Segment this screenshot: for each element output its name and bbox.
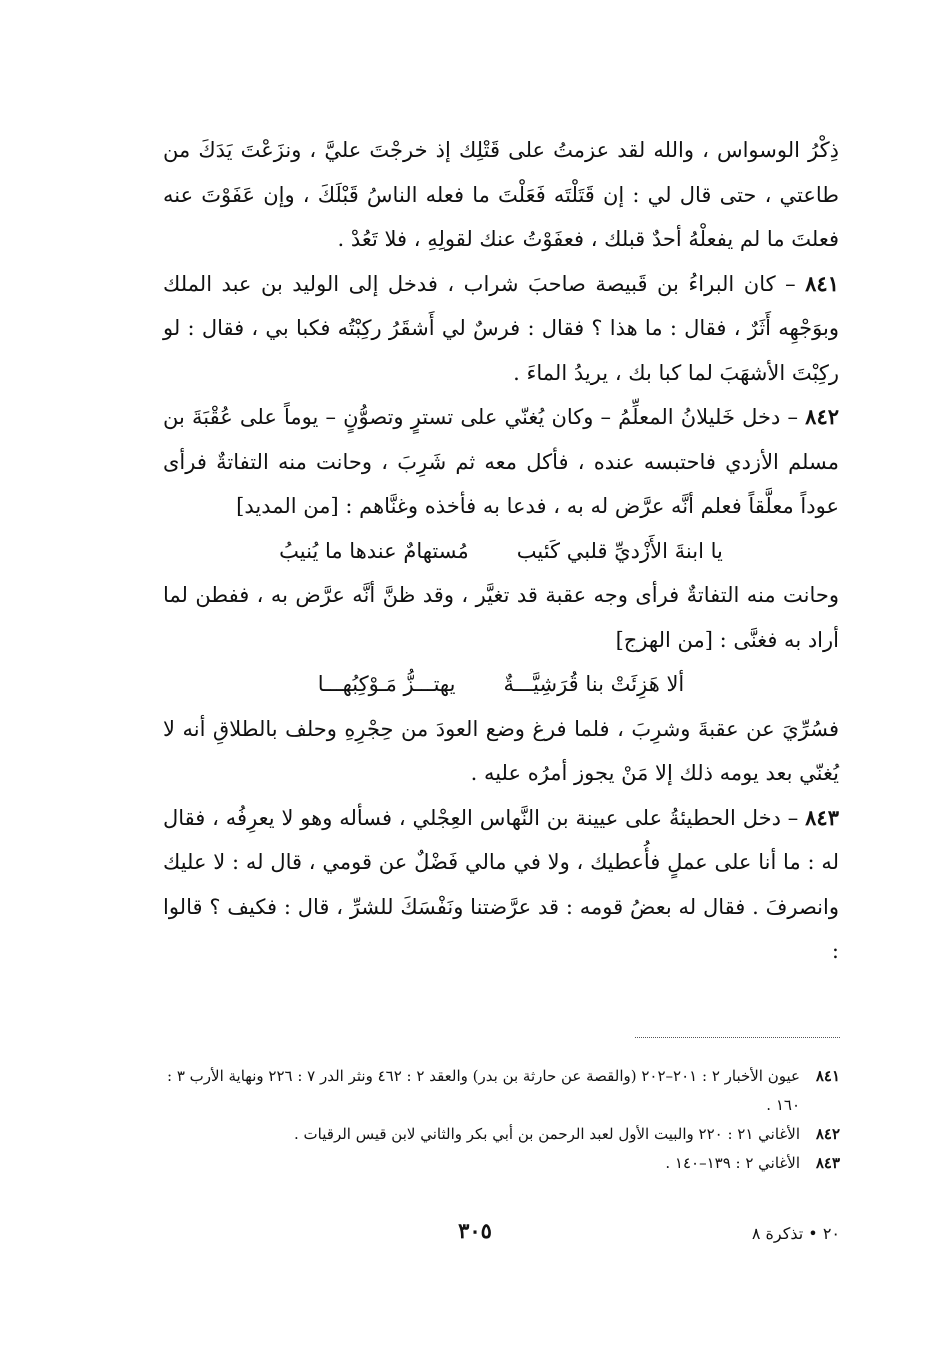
footnote-number: ٨٤٢ [815, 1125, 840, 1143]
footnote-number: ٨٤٣ [815, 1154, 840, 1172]
footnotes [160, 1062, 840, 1178]
footnote-item [160, 1149, 840, 1178]
entry-number: ٨٤٢ [805, 404, 840, 429]
entry-text: – دخل الحطيئةُ على عيينة بن النَّهاس العِجْلي ، فسأله وهو لا يعرِفُه ، فقال له : ما أنا على عملٍ فأُعطيك ، ولا في مالي فَضْلٌ عن قومي ، قال له : لا عليك وانصرفَ . فقال له بعضُ قومه : قد عرَّضتنا ونَفْسَكَ للشرِّ ، قال : فكيف ؟ قالوا : [163, 805, 839, 963]
verse-hemistich-first: ألا هَزِئَتْ بنا قُرَشِيَّـــةٌ [503, 672, 685, 696]
verse-hemistich-first: يا ابنةَ الأَزْديِّ قلبي كَئيب [516, 538, 723, 563]
verse-hemistich-second: مُستهامٌ عندها ما يُنيبُ [279, 538, 469, 563]
after-verse-paragraph: فسُرِّيَ عن عقبةَ وشرِبَ ، فلما فرغ وضع العودَ من حِجْرِهِ وحلف بالطلاقِ أنه لا يُغنّي بعد يومه ذلك إلا مَنْ يجوز أمرُه عليه . [163, 716, 839, 785]
verse-hemistich-second: يهتـــزُّ مَـوْكِبُهـــا [317, 672, 456, 696]
signature-mark: ٢٠ • تذكرة ٨ [751, 1224, 840, 1243]
entry-paragraph-843 [163, 796, 839, 974]
footnote-item [160, 1062, 840, 1120]
entry-paragraph-842 [163, 395, 839, 529]
footnote-divider [635, 1037, 840, 1038]
entry-paragraph-841 [163, 262, 839, 396]
footnote-text: الأغاني ٢١ : ٢٢٠ والبيت الأول لعبد الرحمن بن أبي بكر والثاني لابن قيس الرقيات . [294, 1125, 800, 1143]
footnote-text: عيون الأخبار ٢ : ٢٠١–٢٠٢ (والقصة عن حارثة بن بدر) والعقد ٢ : ٤٦٢ ونثر الدر ٧ : ٢٢٦ ونهاية الأرب ٣ : ١٦٠ . [166, 1067, 800, 1114]
footnote-number: ٨٤١ [815, 1067, 840, 1085]
footnote-text: الأغاني ٢ : ١٣٩–١٤٠ . [665, 1154, 800, 1172]
verse-2 [163, 662, 839, 707]
entry-text: – كان البراءُ بن قَبيصة صاحبَ شراب ، فدخل إلى الوليد بن عبد الملك وبوَجْهِه أَثَرٌ ، فقال : ما هذا ؟ فقال : فرسٌ لي أَشقَرُ ركِبْتُه فكبا بي ، فقال : لو ركِبْتَ الأشهَبَ لما كبا بك ، يريدُ الماءَ . [163, 271, 839, 385]
verse-1 [163, 529, 839, 574]
page-number: ٣٠٥ [458, 1218, 492, 1243]
footnote-item [160, 1120, 840, 1149]
entry-text: – دخل خَليلانُ المعلِّمُ – وكان يُغنّي على تسترٍ وتصوُّنٍ – يوماً على عُقْبَةَ بن مسلم الأزدي فاحتبسه عنده ، فأكل معه ثم شَرِبَ ، وحانت منه التفاتةٌ فرأى عوداً معلَّقاً فعلم أنَّه عرَّض له به ، فدعا به فأخذه وغنَّاهم : [من المديد] [163, 405, 839, 518]
entry-number: ٨٤١ [805, 270, 839, 296]
mid-paragraph: وحانت منه التفاتةٌ فرأى وجه عقبة قد تغيَّر ، وقد ظنَّ أنَّه عرَّض به ، ففطن لما أراد به فغنَّى : [من الهزج] [163, 583, 839, 652]
main-text [163, 128, 839, 974]
intro-paragraph: ذِكْرُ الوسواس ، والله لقد عزمتُ على قَتْلِك إذ خرجْتَ عليَّ ، ونزَعْتَ يَدَكَ من طاعتي ، حتى قال لي : إن قَتَلْتَه فَعَلْتَ ما فعله الناسُ قَبْلَكَ ، وإن عَفَوْتَ عنه فعلتَ ما لم يفعلْهُ أحدٌ قبلك ، فعفَوْتُ عنك لقولِهِ ، فلا تَعُدْ . [163, 138, 839, 251]
entry-number: ٨٤٣ [805, 804, 839, 830]
